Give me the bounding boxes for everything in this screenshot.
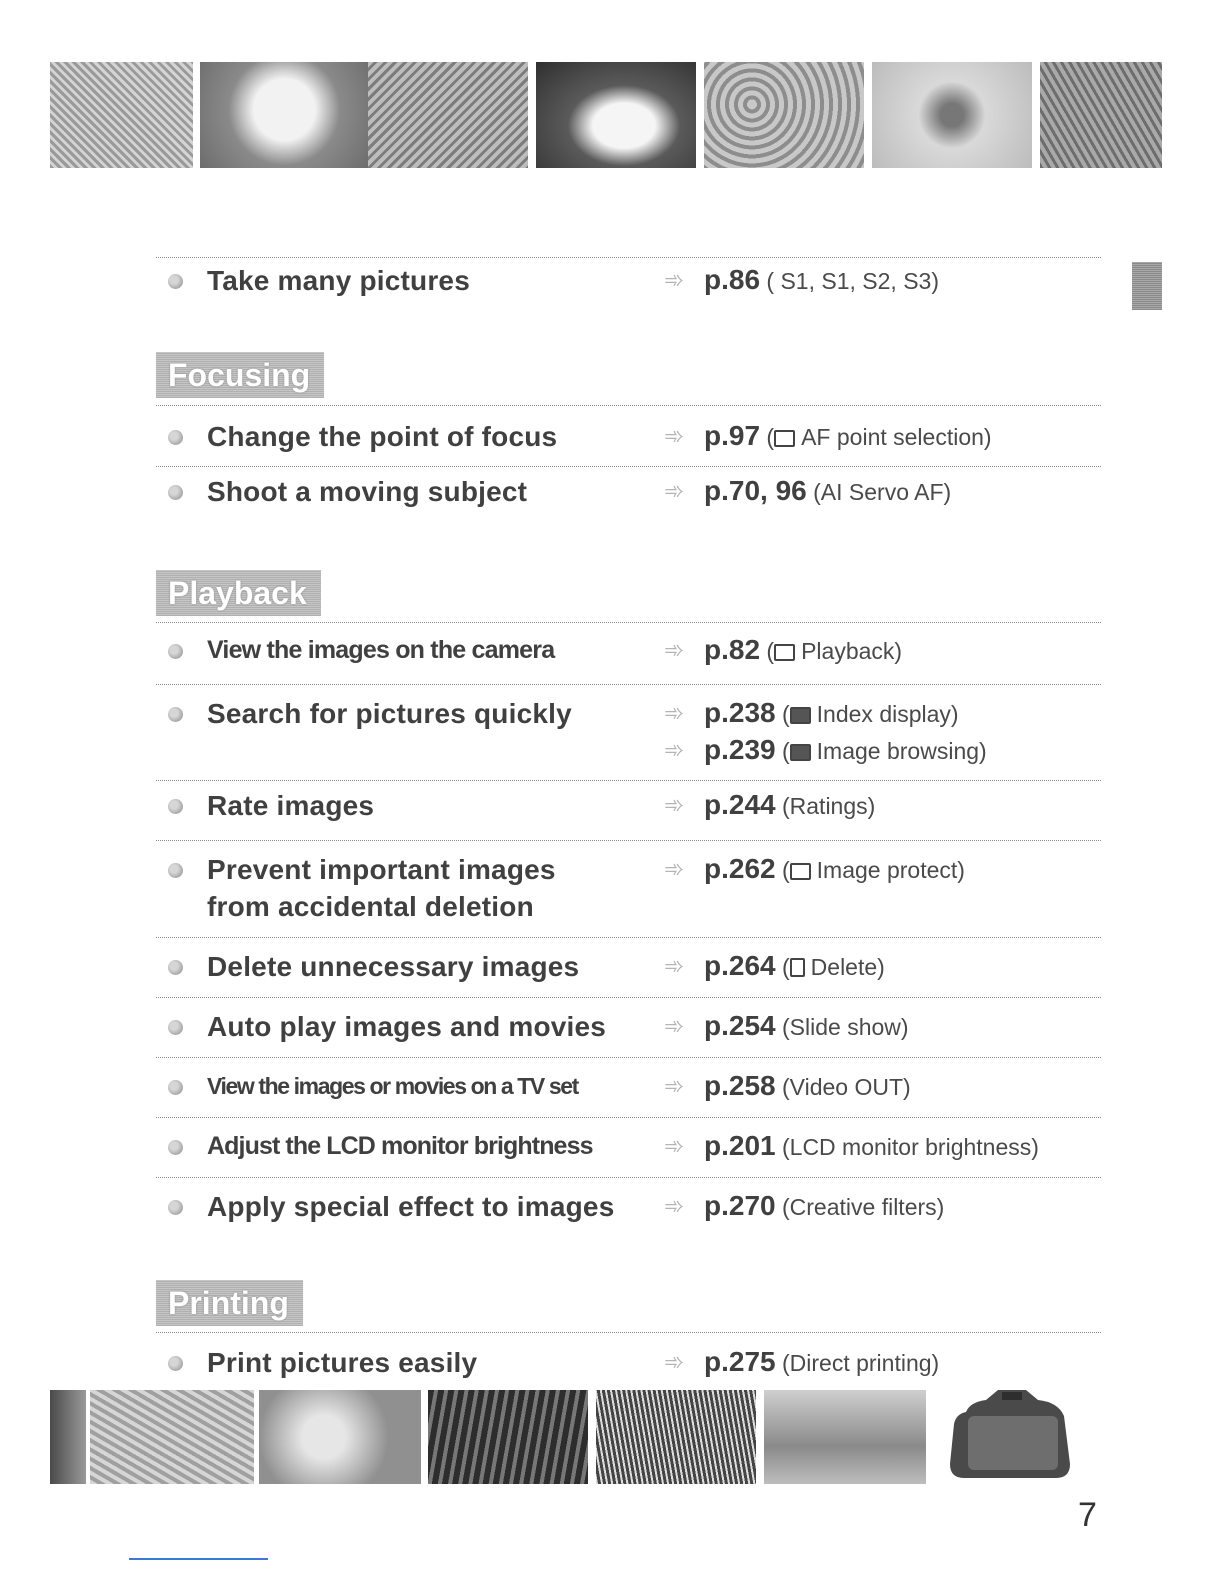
open-paren: (: [782, 738, 790, 764]
arrow-icon: ➾: [664, 1193, 685, 1220]
page-number: 7: [1078, 1496, 1097, 1534]
reference-note: (Creative filters): [782, 1194, 945, 1220]
arrow-icon: ➾: [664, 792, 685, 819]
bullet-icon: [168, 430, 183, 445]
task-label: Rate images: [207, 790, 375, 821]
task-label: Auto play images and movies: [207, 1011, 607, 1042]
reference-note: Index display): [816, 701, 959, 727]
page-link[interactable]: p.82: [704, 634, 761, 665]
arrow-icon: ➾: [664, 423, 685, 450]
open-paren: (: [782, 701, 790, 727]
page-link[interactable]: p.97: [704, 420, 761, 451]
task-label: Print pictures easily: [207, 1347, 478, 1378]
arrow-icon: ➾: [664, 700, 685, 727]
page-reference[interactable]: [704, 634, 902, 666]
reference-note: Playback): [801, 638, 903, 664]
page-reference[interactable]: [704, 789, 875, 821]
page-reference[interactable]: [704, 853, 965, 885]
page-reference[interactable]: [704, 1190, 944, 1222]
page-reference[interactable]: [704, 1130, 1039, 1162]
page-reference[interactable]: [704, 1346, 939, 1378]
page-reference[interactable]: [704, 264, 939, 296]
open-paren: (: [766, 638, 775, 664]
divider: [156, 257, 1101, 258]
page-link[interactable]: p.262: [704, 853, 776, 884]
trash-icon: [790, 958, 805, 977]
bullet-icon: [168, 274, 183, 289]
arrow-icon: ➾: [664, 1073, 685, 1100]
section-heading-focusing: Focusing: [156, 352, 324, 398]
bullet-icon: [168, 799, 183, 814]
page-reference[interactable]: [704, 420, 992, 452]
divider: [156, 780, 1101, 781]
open-paren: (: [766, 424, 775, 450]
page-link[interactable]: p.70, 96: [704, 475, 807, 506]
page-link[interactable]: p.86: [704, 264, 761, 295]
reference-note: Image protect): [816, 857, 965, 883]
reference-note: (Video OUT): [782, 1074, 911, 1100]
arrow-icon: ➾: [664, 478, 685, 505]
section-divider: [156, 405, 1101, 406]
task-label: Change the point of focus: [207, 421, 558, 452]
section-heading-printing: Printing: [156, 1280, 303, 1326]
reference-note: AF point selection): [801, 424, 992, 450]
page-link[interactable]: p.238: [704, 697, 776, 728]
divider: [156, 997, 1101, 998]
page-reference[interactable]: [704, 475, 951, 507]
page-reference[interactable]: [704, 697, 959, 729]
flower-photo: [428, 1390, 588, 1484]
page-link[interactable]: p.258: [704, 1070, 776, 1101]
playback-icon: [774, 644, 795, 661]
reference-note: Delete): [810, 954, 885, 980]
bullet-icon: [168, 863, 183, 878]
index-icon: [790, 707, 811, 724]
task-label-line2: from accidental deletion: [207, 891, 534, 922]
flower-photo: [536, 62, 696, 168]
reference-note: (Slide show): [782, 1014, 909, 1040]
divider: [156, 937, 1101, 938]
divider: [156, 466, 1101, 467]
bullet-icon: [168, 1356, 183, 1371]
flower-photo: [368, 62, 528, 168]
reference-note: Image browsing): [816, 738, 987, 764]
page-reference[interactable]: [704, 734, 987, 766]
task-label: Adjust the LCD monitor brightness: [207, 1132, 593, 1160]
bullet-icon: [168, 644, 183, 659]
page-reference[interactable]: [704, 950, 885, 982]
top-photo-strip: [50, 62, 1162, 168]
section-divider: [156, 1332, 1101, 1333]
task-label: View the images on the camera: [207, 636, 555, 664]
page-link[interactable]: p.201: [704, 1130, 776, 1161]
bullet-icon: [168, 960, 183, 975]
open-paren: (: [782, 857, 790, 883]
arrow-icon: ➾: [664, 267, 685, 294]
arrow-icon: ➾: [664, 737, 685, 764]
task-label: Search for pictures quickly: [207, 698, 572, 729]
flower-photo: [596, 1390, 756, 1484]
bullet-icon: [168, 1140, 183, 1155]
protect-icon: [790, 863, 811, 880]
page-reference[interactable]: [704, 1010, 909, 1042]
bullet-icon: [168, 485, 183, 500]
page-link[interactable]: p.244: [704, 789, 776, 820]
page-reference[interactable]: [704, 1070, 911, 1102]
task-label: Delete unnecessary images: [207, 951, 580, 982]
task-label: Prevent important images: [207, 854, 556, 885]
page-link[interactable]: p.264: [704, 950, 776, 981]
divider: [156, 840, 1101, 841]
arrow-icon: ➾: [664, 1133, 685, 1160]
divider: [156, 1177, 1101, 1178]
flower-photo: [764, 1390, 926, 1484]
flower-photo: [259, 1390, 421, 1484]
section-heading-playback: Playback: [156, 570, 321, 616]
flower-photo: [704, 62, 864, 168]
chapter-tab-marker: [1132, 262, 1162, 310]
task-label: Take many pictures: [207, 265, 470, 296]
reference-note: (Direct printing): [782, 1350, 940, 1376]
bottom-photo-strip: [50, 1390, 928, 1484]
reference-note: (Ratings): [782, 793, 876, 819]
blue-rule: [129, 1558, 268, 1560]
reference-note: ( S1, S1, S2, S3): [766, 268, 940, 294]
page-link[interactable]: p.254: [704, 1010, 776, 1041]
arrow-icon: ➾: [664, 953, 685, 980]
reference-note: (LCD monitor brightness): [782, 1134, 1039, 1160]
divider: [156, 1117, 1101, 1118]
jump-icon: [790, 744, 811, 761]
section-divider: [156, 622, 1101, 623]
flower-photo: [50, 1390, 86, 1484]
af-point-icon: [774, 430, 795, 447]
divider: [156, 1057, 1101, 1058]
reference-note: (AI Servo AF): [813, 479, 952, 505]
flower-photo: [872, 62, 1032, 168]
arrow-icon: ➾: [664, 1349, 685, 1376]
task-label: View the images or movies on a TV set: [207, 1073, 578, 1099]
open-paren: (: [782, 954, 790, 980]
arrow-icon: ➾: [664, 637, 685, 664]
task-label: Apply special effect to images: [207, 1191, 615, 1222]
arrow-icon: ➾: [664, 1013, 685, 1040]
page-link[interactable]: p.275: [704, 1346, 776, 1377]
page-link[interactable]: p.270: [704, 1190, 776, 1221]
bullet-icon: [168, 1020, 183, 1035]
flower-photo: [50, 62, 193, 168]
camera-icon: [946, 1388, 1076, 1480]
task-label: Shoot a moving subject: [207, 476, 528, 507]
bullet-icon: [168, 707, 183, 722]
bullet-icon: [168, 1200, 183, 1215]
bullet-icon: [168, 1080, 183, 1095]
flower-photo: [1040, 62, 1162, 168]
flower-photo: [90, 1390, 254, 1484]
page-link[interactable]: p.239: [704, 734, 776, 765]
divider: [156, 684, 1101, 685]
arrow-icon: ➾: [664, 856, 685, 883]
